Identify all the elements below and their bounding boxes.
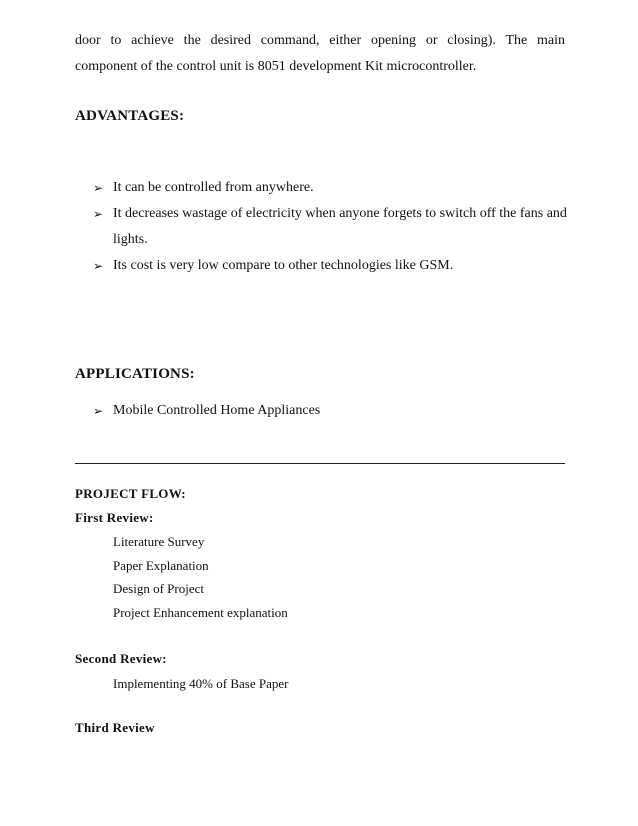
first-review-list [113,530,288,624]
advantages-list [93,175,573,279]
list-item-text: It can be controlled from anywhere. [113,180,314,195]
applications-list [93,398,573,424]
list-item [93,175,573,201]
list-item [93,201,573,253]
first-review-heading: First Review: [75,510,154,525]
second-review-heading: Second Review: [75,651,167,666]
list-item: Project Enhancement explanation [113,604,288,620]
project-flow-heading: PROJECT FLOW: [75,486,186,501]
applications-heading: APPLICATIONS: [75,366,195,382]
second-review-list [113,672,288,696]
intro-line-2: component of the control unit is 8051 development Kit microcontroller. [75,59,477,74]
list-item: Literature Survey [113,534,205,549]
list-item [93,253,573,279]
list-item-text: Mobile Controlled Home Appliances [113,403,321,418]
arrow-bullet-icon: ➢ [93,404,104,418]
list-item-text: Its cost is very low compare to other technologies like GSM. [113,258,454,273]
arrow-bullet-icon: ➢ [93,207,104,221]
intro-line-1: door to achieve the desired command, either opening or closing). The main [75,33,565,48]
list-item [93,398,573,424]
arrow-bullet-icon: ➢ [93,259,104,273]
list-item: Implementing 40% of Base Paper [113,676,289,691]
horizontal-divider [75,463,565,464]
list-item: Design of Project [113,581,204,596]
intro-paragraph [75,28,565,80]
advantages-heading: ADVANTAGES: [75,108,185,124]
list-item: Paper Explanation [113,557,209,573]
list-item-text: It decreases wastage of electricity when anyone forgets to switch off the fans and lights. [113,206,567,247]
third-review-heading: Third Review [75,720,155,735]
arrow-bullet-icon: ➢ [93,181,104,195]
